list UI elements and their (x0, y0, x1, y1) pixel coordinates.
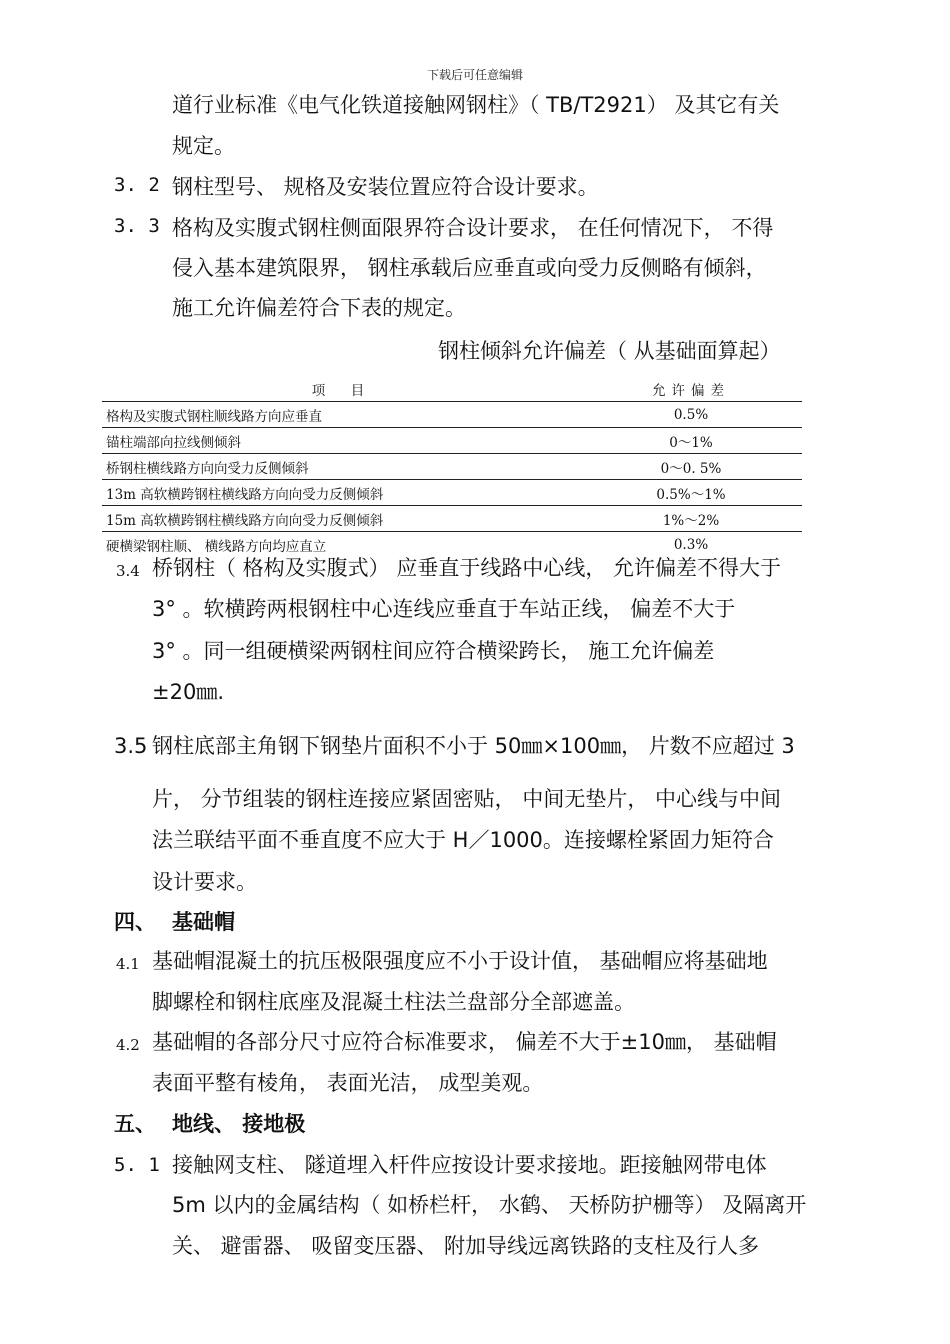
para-4-2-line-1: 基础帽的各部分尺寸应符合标准要求， 偏差不大于±10㎜， 基础帽 (152, 1030, 777, 1054)
heading-4-number: 四、 (114, 910, 156, 934)
table-cell-item: 15m 高软横跨钢柱横线路方向向受力反侧倾斜 (106, 512, 384, 529)
table-cell-deviation: 0～0. 5% (660, 460, 722, 477)
para-4-1-line-2: 脚螺栓和钢柱底座及混凝土柱法兰盘部分全部遮盖。 (152, 990, 635, 1014)
section-number-5-1: 5. 1 (114, 1154, 160, 1176)
para-4-2-line-2: 表面平整有棱角， 表面光洁， 成型美观。 (152, 1071, 544, 1095)
table-header-row (102, 377, 802, 402)
para-3-1-line-1: 道行业标准《电气化铁道接触网钢柱》（ TB/T2921） 及其它有关 (172, 93, 780, 117)
para-3-4-line-3: 3° 。同一组硬横梁两钢柱间应符合横梁跨长， 施工允许偏差 (152, 639, 715, 663)
para-3-2-line-1: 钢柱型号、 规格及安装位置应符合设计要求。 (172, 175, 599, 199)
section-number-3-2: 3. 2 (114, 174, 160, 196)
para-3-5-line-3: 法兰联结平面不垂直度不应大于 H／1000。连接螺栓紧固力矩符合 (152, 828, 774, 852)
para-3-5-line-1: 钢柱底部主角钢下钢垫片面积不小于 50㎜×100㎜， 片数不应超过 3 (152, 734, 795, 758)
para-3-1-line-2: 规定。 (172, 134, 235, 158)
table-row (102, 454, 802, 480)
deviation-table (102, 377, 802, 557)
para-3-5-line-4: 设计要求。 (152, 870, 257, 894)
heading-5-number: 五、 (114, 1112, 156, 1136)
table-row (102, 428, 802, 454)
section-number-4-1: 4.1 (116, 955, 140, 973)
page-header: 下载后可任意编辑 (426, 68, 523, 82)
table-cell-item: 格构及实腹式钢柱顺线路方向应垂直 (106, 408, 322, 425)
section-number-3-4: 3.4 (116, 562, 140, 580)
table-cell-deviation: 0.5% (673, 406, 709, 423)
para-3-5-line-2: 片， 分节组装的钢柱连接应紧固密贴， 中间无垫片， 中心线与中间 (152, 787, 782, 811)
para-5-1-line-3: 关、 避雷器、 吸留变压器、 附加导线远离铁路的支柱及行人多 (172, 1234, 760, 1258)
table-cell-item: 桥钢柱横线路方向向受力反侧倾斜 (106, 460, 309, 477)
table-cell-deviation: 1%～2% (662, 512, 720, 529)
para-3-3-line-3: 施工允许偏差符合下表的规定。 (172, 296, 466, 320)
table-cell-deviation: 0～1% (669, 434, 713, 451)
table-row (102, 402, 802, 428)
table-row (102, 480, 802, 506)
section-number-3-5: 3.5 (114, 734, 148, 758)
table-header-item: 项 目 (311, 383, 371, 399)
para-3-3-line-1: 格构及实腹式钢柱侧面限界符合设计要求， 在任何情况下， 不得 (172, 216, 774, 240)
para-3-4-line-1: 桥钢柱（ 格构及实腹式） 应垂直于线路中心线， 允许偏差不得大于 (152, 556, 782, 580)
table-cell-item: 锚柱端部向拉线侧倾斜 (106, 434, 241, 451)
section-number-3-3: 3. 3 (114, 215, 160, 237)
section-number-4-2: 4.2 (116, 1036, 140, 1054)
para-4-1-line-1: 基础帽混凝土的抗压极限强度应不小于设计值， 基础帽应将基础地 (152, 949, 768, 973)
para-5-1-line-2: 5m 以内的金属结构（ 如桥栏杆， 水鹤、 天桥防护栅等） 及隔离开 (172, 1193, 807, 1217)
table-cell-item: 硬横梁钢柱顺、 横线路方向均应直立 (106, 538, 327, 555)
table-row (102, 506, 802, 532)
para-3-4-line-4: ±20㎜. (152, 680, 224, 704)
table-cell-item: 13m 高软横跨钢柱横线路方向向受力反侧倾斜 (106, 486, 384, 503)
table-cell-deviation: 0.5%～1% (656, 486, 726, 503)
para-5-1-line-1: 接触网支柱、 隧道埋入杆件应按设计要求接地。距接触网带电体 (172, 1153, 767, 1177)
table-header-deviation: 允许偏差 (652, 383, 730, 399)
para-3-4-line-2: 3° 。软横跨两根钢柱中心连线应垂直于车站正线， 偏差不大于 (152, 597, 736, 621)
heading-5-title: 地线、 接地极 (172, 1112, 306, 1136)
para-3-3-line-2: 侵入基本建筑限界， 钢柱承载后应垂直或向受力反侧略有倾斜， (172, 256, 767, 280)
table-cell-deviation: 0.3% (673, 536, 709, 553)
heading-4-title: 基础帽 (172, 910, 235, 934)
table-caption: 钢柱倾斜允许偏差（ 从基础面算起） (438, 339, 781, 363)
